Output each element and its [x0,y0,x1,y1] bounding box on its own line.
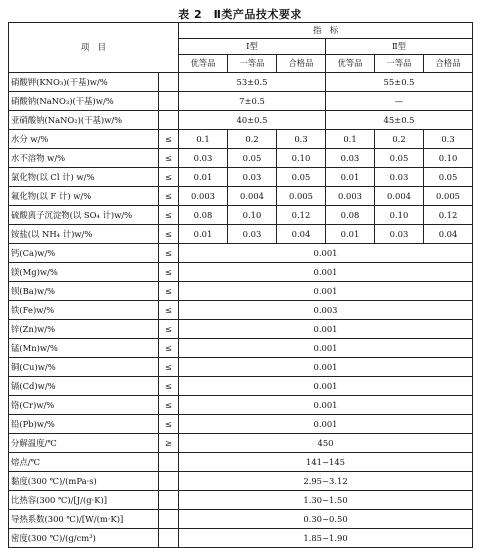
limit-symbol-cell: ≤ [159,282,179,301]
value-cell: 0.03 [375,225,424,244]
item-cell: 铅(Pb)w/% [9,415,159,434]
item-cell: 水分 w/% [9,130,159,149]
value-cell: 0.004 [375,187,424,206]
value-cell: 0.01 [179,225,228,244]
limit-symbol-cell: ≤ [159,358,179,377]
value-cell: 40±0.5 [179,111,326,130]
item-cell: 比热容(300 ℃)/[J/(g·K)] [9,491,159,510]
technical-requirements-table [8,22,473,548]
table-row [9,206,473,225]
value-cell: 0.1 [326,130,375,149]
value-cell: 0.3 [277,130,326,149]
limit-symbol-cell [159,491,179,510]
value-cell: — [326,92,473,111]
value-cell: 0.12 [277,206,326,225]
table-row [9,301,473,320]
grade-header: 一等品 [228,55,277,73]
value-cell: 0.08 [179,206,228,225]
table-row [9,187,473,206]
value-cell: 1.85~1.90 [179,529,473,548]
table-row [9,320,473,339]
limit-symbol-cell [159,453,179,472]
indicator-header: 指 标 [179,23,473,39]
limit-symbol-cell [159,73,179,92]
table-row [9,149,473,168]
table-row [9,339,473,358]
value-cell: 0.05 [277,168,326,187]
value-cell: 0.12 [424,206,473,225]
value-cell: 450 [179,434,473,453]
limit-symbol-cell: ≤ [159,225,179,244]
value-cell: 0.10 [228,206,277,225]
table-row [9,510,473,529]
value-cell: 45±0.5 [326,111,473,130]
table-row [9,225,473,244]
value-cell: 7±0.5 [179,92,326,111]
item-cell: 硝酸钠(NaNO₃)(干基)w/% [9,92,159,111]
value-cell: 0.001 [179,358,473,377]
value-cell: 0.04 [277,225,326,244]
item-cell: 锌(Zn)w/% [9,320,159,339]
value-cell: 0.30~0.50 [179,510,473,529]
limit-symbol-cell [159,510,179,529]
limit-symbol-cell: ≤ [159,149,179,168]
value-cell: 55±0.5 [326,73,473,92]
value-cell: 0.003 [179,301,473,320]
limit-symbol-cell: ≤ [159,263,179,282]
item-cell: 硝酸钾(KNO₃)(干基)w/% [9,73,159,92]
limit-symbol-cell: ≤ [159,244,179,263]
table-body [9,73,473,548]
item-cell: 导热系数(300 ℃)/[W/(m·K)] [9,510,159,529]
value-cell: 0.10 [375,206,424,225]
value-cell: 0.03 [228,225,277,244]
item-cell: 密度(300 ℃)/(g/cm³) [9,529,159,548]
item-cell: 铁(Fe)w/% [9,301,159,320]
limit-symbol-cell: ≤ [159,396,179,415]
grade-header: 优等品 [326,55,375,73]
value-cell: 0.05 [424,168,473,187]
value-cell: 0.005 [424,187,473,206]
limit-symbol-cell [159,529,179,548]
value-cell: 0.01 [326,225,375,244]
table-row [9,472,473,491]
limit-symbol-cell: ≤ [159,377,179,396]
table-row [9,434,473,453]
item-cell: 铵盐(以 NH₄ 计)w/% [9,225,159,244]
table-row [9,263,473,282]
limit-symbol-cell: ≤ [159,320,179,339]
value-cell: 0.03 [228,168,277,187]
limit-symbol-cell: ≤ [159,339,179,358]
grade-header: 一等品 [375,55,424,73]
value-cell: 0.001 [179,377,473,396]
value-cell: 0.003 [179,187,228,206]
item-cell: 锰(Mn)w/% [9,339,159,358]
value-cell: 0.05 [228,149,277,168]
table-row [9,358,473,377]
limit-symbol-cell: ≤ [159,301,179,320]
value-cell: 0.2 [375,130,424,149]
value-cell: 0.1 [179,130,228,149]
value-cell: 0.001 [179,339,473,358]
value-cell: 0.03 [179,149,228,168]
value-cell: 0.3 [424,130,473,149]
table-row [9,111,473,130]
limit-symbol-cell [159,92,179,111]
value-cell: 0.10 [424,149,473,168]
item-cell: 钡(Ba)w/% [9,282,159,301]
limit-symbol-cell [159,111,179,130]
item-cell: 钙(Ca)w/% [9,244,159,263]
grade-header: 合格品 [277,55,326,73]
limit-symbol-cell [159,472,179,491]
value-cell: 0.01 [179,168,228,187]
item-cell: 水不溶物 w/% [9,149,159,168]
value-cell: 0.001 [179,244,473,263]
value-cell: 0.001 [179,320,473,339]
value-cell: 0.04 [424,225,473,244]
table-row [9,73,473,92]
table-row [9,244,473,263]
limit-symbol-cell: ≤ [159,187,179,206]
item-cell: 亚硝酸钠(NaNO₂)(干基)w/% [9,111,159,130]
value-cell: 0.10 [277,149,326,168]
value-cell: 0.03 [375,168,424,187]
table-row [9,529,473,548]
item-cell: 镉(Cd)w/% [9,377,159,396]
value-cell: 0.001 [179,396,473,415]
value-cell: 141~145 [179,453,473,472]
grade-header: 优等品 [179,55,228,73]
item-cell: 镁(Mg)w/% [9,263,159,282]
limit-symbol-cell: ≤ [159,206,179,225]
value-cell: 0.001 [179,415,473,434]
table-row [9,130,473,149]
limit-symbol-cell: ≤ [159,415,179,434]
value-cell: 0.2 [228,130,277,149]
table-row [9,491,473,510]
limit-symbol-cell: ≤ [159,168,179,187]
limit-symbol-cell: ≥ [159,434,179,453]
table-row [9,396,473,415]
item-cell: 氯化物(以 Cl 计) w/% [9,168,159,187]
item-column-header: 项 目 [9,23,179,73]
value-cell: 0.003 [326,187,375,206]
item-cell: 铬(Cr)w/% [9,396,159,415]
table-row [9,282,473,301]
table-row [9,415,473,434]
value-cell: 53±0.5 [179,73,326,92]
value-cell: 1.30~1.50 [179,491,473,510]
item-cell: 分解温度/℃ [9,434,159,453]
item-cell: 黏度(300 ℃)/(mPa·s) [9,472,159,491]
value-cell: 0.001 [179,282,473,301]
table-row [9,168,473,187]
table-row [9,92,473,111]
table-row [9,377,473,396]
item-cell: 硫酸离子沉淀物(以 SO₄ 计)w/% [9,206,159,225]
limit-symbol-cell: ≤ [159,130,179,149]
value-cell: 0.01 [326,168,375,187]
value-cell: 0.05 [375,149,424,168]
value-cell: 0.005 [277,187,326,206]
item-cell: 氟化物(以 F 计) w/% [9,187,159,206]
value-cell: 0.03 [326,149,375,168]
grade-header: 合格品 [424,55,473,73]
value-cell: 0.004 [228,187,277,206]
item-cell: 铜(Cu)w/% [9,358,159,377]
type1-header: Ⅰ型 [179,39,326,55]
table-caption: 表 2 Ⅱ类产品技术要求 [178,8,302,21]
type2-header: Ⅱ型 [326,39,473,55]
value-cell: 0.001 [179,263,473,282]
value-cell: 0.08 [326,206,375,225]
table-row [9,453,473,472]
value-cell: 2.95~3.12 [179,472,473,491]
item-cell: 熔点/℃ [9,453,159,472]
